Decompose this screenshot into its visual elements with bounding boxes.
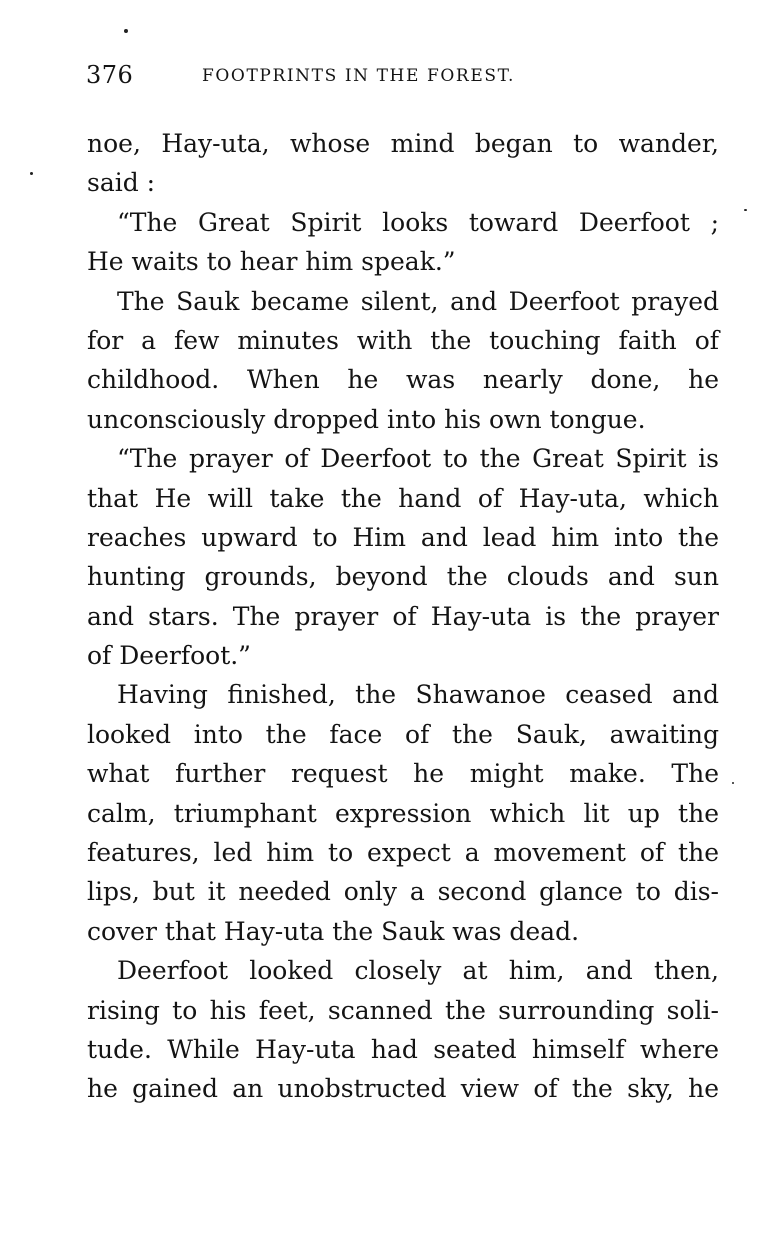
print-speck — [30, 172, 33, 175]
text-line: Having finished, the Shawanoe ceased and — [117, 680, 719, 710]
running-title: FOOTPRINTS IN THE FOREST. — [202, 66, 516, 86]
text-line: lips, but it needed only a second glance to dis- — [87, 877, 719, 907]
text-line: cover that Hay-uta the Sauk was dead. — [87, 916, 580, 946]
page-number: 376 — [86, 61, 134, 89]
text-line: what further request he might make. The — [87, 759, 719, 789]
text-line: of Deerfoot.” — [87, 641, 251, 671]
text-line: hunting grounds, beyond the clouds and sun — [87, 562, 719, 592]
text-line: tude. While Hay-uta had seated himself where — [87, 1034, 719, 1064]
text-line: said : — [87, 168, 156, 198]
text-line: rising to his feet, scanned the surrounding soli- — [87, 995, 719, 1025]
text-line: “The prayer of Deerfoot to the Great Spirit is — [117, 444, 719, 474]
text-line: noe, Hay-uta, whose mind began to wander, — [87, 129, 719, 158]
text-line: for a few minutes with the touching faith of — [87, 325, 719, 355]
text-line: reaches upward to Him and lead him into the — [87, 522, 719, 552]
text-line: He waits to hear him speak.” — [87, 247, 456, 277]
text-line: looked into the face of the Sauk, awaiting — [87, 719, 719, 749]
page-header — [86, 60, 646, 90]
text-line: Deerfoot looked closely at him, and then, — [117, 956, 719, 986]
print-speck — [744, 209, 747, 211]
print-speck — [124, 29, 128, 33]
text-line: unconsciously dropped into his own tongue. — [87, 404, 646, 434]
text-line: he gained an unobstructed view of the sky, he — [87, 1074, 719, 1104]
text-line: The Sauk became silent, and Deerfoot prayed — [117, 286, 719, 316]
body-text — [87, 124, 719, 1109]
text-line: features, led him to expect a movement of the — [87, 838, 719, 868]
text-line: that He will take the hand of Hay-uta, which — [87, 483, 719, 513]
text-line: “The Great Spirit looks toward Deerfoot ; — [117, 207, 719, 237]
print-speck — [732, 782, 734, 784]
text-line: calm, triumphant expression which lit up the — [87, 798, 719, 828]
text-line: childhood. When he was nearly done, he — [87, 365, 719, 395]
text-line: and stars. The prayer of Hay-uta is the prayer — [87, 601, 719, 631]
